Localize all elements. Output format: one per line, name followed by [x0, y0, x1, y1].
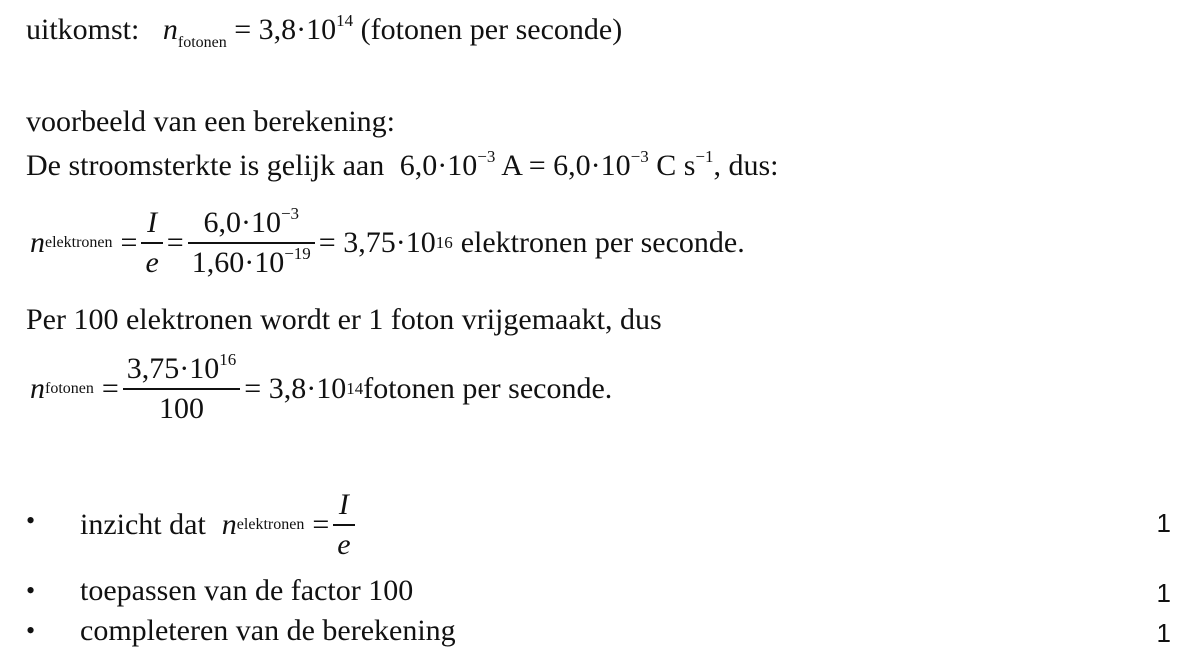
- frac-numerator: [199, 206, 303, 242]
- calc-intro: voorbeeld van een berekening:: [26, 105, 396, 138]
- crit-var: n: [221, 508, 237, 541]
- answer-exp: 14: [336, 11, 354, 30]
- eq1-var: n: [30, 226, 45, 259]
- line1-e1: −3: [477, 147, 496, 166]
- eq2-eq: =: [101, 372, 119, 405]
- crit-eq: =: [312, 508, 330, 541]
- bullet: •: [26, 576, 36, 605]
- fraction-I-over-e: [141, 206, 162, 280]
- frac-denominator: 100: [159, 392, 205, 425]
- eq1-eq2: =: [166, 226, 184, 259]
- criterion-1-content: inzicht dat n elektronen = $\frac{I}{e}$: [80, 480, 359, 570]
- line1-u2: C s: [656, 149, 696, 182]
- eq1-unit: elektronen per seconde.: [460, 226, 745, 259]
- line1-v1: 6,0·10: [399, 149, 478, 182]
- frac-numerator: [123, 352, 241, 388]
- criterion-text: toepassen van de factor 100: [80, 574, 414, 607]
- num-text: 3,75·10: [126, 352, 220, 385]
- score-value: 1: [1156, 578, 1171, 608]
- answer-base: 10: [306, 13, 337, 46]
- calc-line2: Per 100 elektronen wordt er 1 foton vrijgemaakt, dus: [26, 303, 662, 336]
- frac-numerator: I: [147, 206, 158, 239]
- calc-line1: [26, 148, 779, 184]
- answer-eq: =: [234, 13, 252, 46]
- eq2-var: n: [30, 372, 45, 405]
- fraction-photons: [123, 352, 241, 426]
- bullet: •: [26, 616, 36, 645]
- eq2-unit: fotonen per seconde.: [363, 372, 613, 405]
- eq1-result: = 3,75·10: [318, 226, 436, 259]
- criterion-text: completeren van de berekening: [80, 614, 456, 647]
- answer-sub: fotonen: [177, 34, 227, 51]
- line1-text: De stroomsterkte is gelijk aan: [26, 149, 385, 182]
- frac-denominator: e: [337, 528, 351, 561]
- score-value: 1: [1156, 618, 1171, 648]
- bullet: •: [26, 506, 36, 535]
- answer-unit: (fotonen per seconde): [360, 13, 623, 46]
- num-exp: 16: [219, 350, 237, 369]
- frac-numerator: I: [338, 488, 349, 521]
- fraction-values: [188, 206, 315, 280]
- answer-var: n: [162, 13, 178, 46]
- line1-tail: , dus:: [713, 149, 779, 182]
- answer-line: [26, 11, 623, 51]
- line1-e3: −1: [695, 147, 714, 166]
- line1-e2: −3: [630, 147, 649, 166]
- eq2-result: = 3,8·10: [244, 372, 347, 405]
- score-value: 1: [1156, 508, 1171, 538]
- criterion-text: inzicht dat: [80, 508, 206, 541]
- frac-denominator: e: [145, 246, 159, 279]
- equation-electrons: n elektronen = $\frac{I}{e}$ = $\frac{6,0\cdot 10^{-3}}{1,60\cdot 10^{-19}}$ = 3,75·10 16 elektronen per seconde.: [30, 204, 745, 279]
- answer-dot: ·: [296, 13, 307, 46]
- den-text: 1,60·10: [191, 246, 285, 279]
- eq1-eq: =: [120, 226, 138, 259]
- num-exp: −3: [280, 204, 300, 223]
- fraction-I-over-e: [333, 488, 354, 562]
- num-text: 6,0·10: [203, 206, 281, 239]
- line1-u1: A = 6,0·10: [501, 149, 631, 182]
- answer-value: 3,8: [258, 13, 297, 46]
- frac-denominator: [188, 244, 315, 280]
- answer-label: uitkomst:: [26, 13, 140, 46]
- den-exp: −19: [284, 244, 311, 263]
- equation-photons: n fotonen = $\frac{3,75\cdot 10^{16}}{100}$ = 3,8·10 14 fotonen per seconde.: [30, 350, 613, 425]
